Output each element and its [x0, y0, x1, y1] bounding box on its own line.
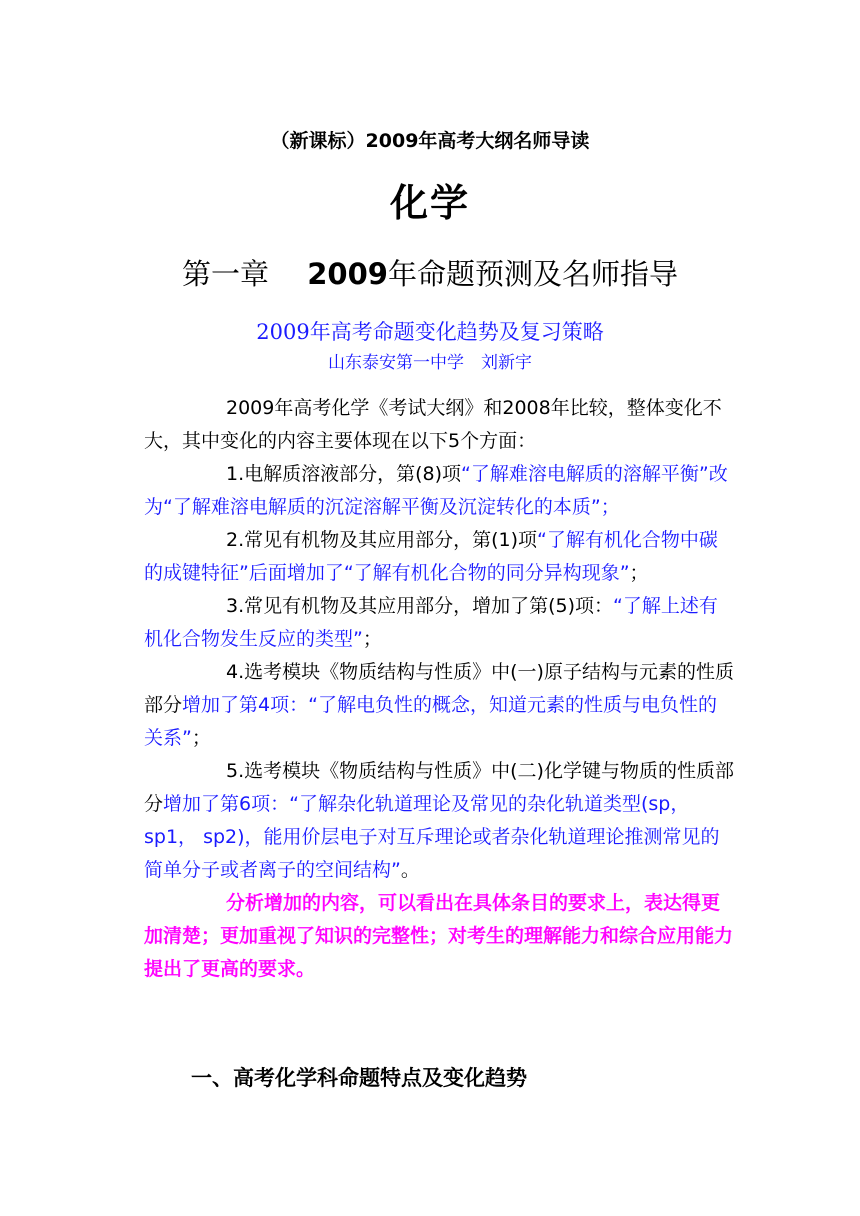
intro-paragraph: 2009年高考化学《考试大纲》和2008年比较，整体变化不大，其中变化的内容主要体现在以下5个方面：	[144, 397, 722, 452]
chapter-prefix: 第一章	[182, 257, 270, 291]
chapter-title	[0, 252, 860, 293]
article-author: 山东泰安第一中学 刘新宇	[328, 353, 532, 373]
section-heading: 一、高考化学科命题特点及变化趋势	[191, 1066, 527, 1090]
change-item-2: 2.常见有机物及其应用部分，第(1)项“了解有机化合物中碳的成键特征”后面增加了“了解有机化合物的同分异构现象”；	[144, 529, 718, 584]
chapter-rest: 年命题预测及名师指导	[387, 257, 678, 291]
change-item-1: 1.电解质溶液部分，第(8)项“了解难溶电解质的溶解平衡”改为“了解难溶电解质的沉淀溶解平衡及沉淀转化的本质”；	[144, 463, 728, 518]
change-item-5: 5.选考模块《物质结构与性质》中(二)化学键与物质的性质部分增加了第6项：“了解杂化轨道理论及常见的杂化轨道类型(sp， sp1， sp2)，能用价层电子对互斥理论或者杂化轨道理论推测常见的简单分子或者离子的空间结构”。	[144, 760, 734, 881]
article-title: 2009年高考命题变化趋势及复习策略	[256, 320, 604, 344]
change-item-4: 4.选考模块《物质结构与性质》中(一)原子结构与元素的性质部分增加了第4项：“了解电负性的概念，知道元素的性质与电负性的关系”；	[144, 661, 734, 749]
change-item-3: 3.常见有机物及其应用部分，增加了第(5)项：“了解上述有机化合物发生反应的类型”；	[144, 595, 718, 650]
summary-paragraph: 分析增加的内容，可以看出在具体条目的要求上，表达得更加清楚；更加重视了知识的完整性；对考生的理解能力和综合应用能力提出了更高的要求。	[144, 892, 734, 980]
chapter-year: 2009	[307, 257, 388, 291]
series-title: （新课标）2009年高考大纲名师导读	[270, 130, 590, 152]
subject-title: 化学	[389, 181, 470, 225]
article-body	[144, 392, 734, 986]
